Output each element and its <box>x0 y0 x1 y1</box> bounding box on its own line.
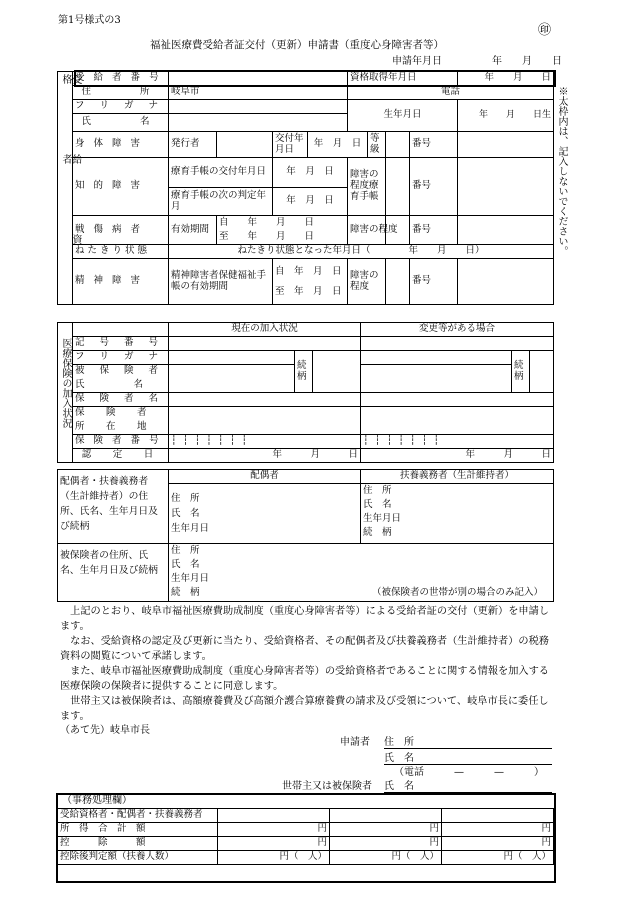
spouse-fields[interactable] <box>169 484 361 544</box>
insurer-name-label: 保 険 者 名 <box>73 393 169 407</box>
office-row4-b[interactable]: 円（ 人） <box>330 851 442 865</box>
ins-furigana-value[interactable] <box>169 351 295 365</box>
note-label: ※太枠内は、記入しないでください。 <box>556 86 567 256</box>
office-row1-a[interactable] <box>218 809 330 823</box>
issuer-value[interactable] <box>217 132 273 158</box>
ryoiku-issue-label: 療育手帳の交付年月日 <box>169 158 273 188</box>
insurance-side-label: 医療保険の加入状況 <box>60 338 71 428</box>
insured-name: 氏 名 <box>171 559 200 570</box>
office-title: （事務処理欄） <box>62 795 132 806</box>
cert-date-value[interactable]: 年 月 日 <box>169 449 361 463</box>
office-row3-label: 控 除 額 <box>58 837 218 851</box>
cert-date-change[interactable]: 年 月 日 <box>361 449 554 463</box>
family-label: 配偶者・扶養義務者（生計維持者）の住所、氏名、生年月日及び続柄 <box>58 470 169 544</box>
office-row3-a[interactable]: 円 <box>218 837 330 851</box>
insured-change[interactable] <box>361 365 512 393</box>
supporter-name: 氏 名 <box>363 499 392 510</box>
ins-furigana-change[interactable] <box>361 351 512 365</box>
supporter-rel: 続 柄 <box>363 527 392 538</box>
spouse-birth: 生年月日 <box>171 523 210 534</box>
insured-info-label: 被保険者の住所、氏名、生年月日及び続柄 <box>58 544 169 602</box>
office-row4-label: 控除後判定額（扶養人数） <box>58 851 218 865</box>
recipient-side-label: 受 給 資 格 者 <box>60 74 81 314</box>
issue-date-label: 交付年月日 <box>273 132 308 158</box>
office-row4-c[interactable]: 円（ 人） <box>442 851 554 865</box>
applicant-tel[interactable]: （電話 — — ） <box>394 767 544 778</box>
insured-birth: 生年月日 <box>171 573 210 584</box>
number-label-3: 番号 <box>410 216 458 245</box>
insurer-no-change[interactable]: ┆┆┆┆┆┆┆ <box>361 435 554 449</box>
number-label-2: 番号 <box>410 158 458 216</box>
spouse-addr: 住 所 <box>171 493 200 504</box>
spouse-header: 配偶者 <box>169 470 361 484</box>
office-row1-c[interactable] <box>442 809 554 823</box>
paragraph-3: また、岐阜市福祉医療費助成制度（重度心身障害者等）の受給資格者であることに関する情報を加入する医療保険の保険者に提供することに同意します。 <box>60 666 549 692</box>
name-label: 氏 名 <box>73 114 169 132</box>
bedridden-label: ねたきり状態 <box>73 245 169 259</box>
paragraph-4: 世帯主又は被保険者は、高額療養費及び高額介護合算療養費の請求及び受領について、岐阜市長に委任します。 <box>60 696 549 722</box>
valid-from: 自 年 月 日 <box>219 217 315 228</box>
degree-label-2: 障害の程度 <box>348 259 386 305</box>
page-title: 福祉医療費受給者証交付（更新）申請書（重度心身障害者等） <box>150 39 444 51</box>
applicant-label: 申請者 <box>340 737 370 748</box>
insurer-addr-label-2: 所 在 地 <box>73 421 169 435</box>
office-row3-b[interactable]: 円 <box>330 837 442 851</box>
qual-date-label: 資格取得年月日 <box>348 72 458 86</box>
family-table <box>57 469 554 602</box>
applicant-addr[interactable]: 住 所 <box>384 738 552 749</box>
insured-info-fields[interactable] <box>169 544 554 602</box>
change-header: 変更等がある場合 <box>361 323 554 337</box>
supporter-header: 扶養義務者（生計維持者） <box>361 470 554 484</box>
grade-label: 等級 <box>368 132 386 158</box>
insurer-name-change[interactable] <box>361 393 554 407</box>
relation-label: 続柄 <box>295 351 313 393</box>
insured-info-note: （被保険者の世帯が別の場合のみ記入） <box>371 587 543 598</box>
recipient-table <box>57 71 554 305</box>
apply-date: 申請年月日 年 月 日 <box>392 56 562 67</box>
bedridden-date[interactable]: ねたきり状態となった年月日（ 年 月 日） <box>169 245 554 259</box>
cert-date-label: 認 定 日 <box>73 449 169 463</box>
insured-label: 被 保 険 者 <box>73 365 169 379</box>
number-label: 番号 <box>410 132 458 158</box>
supporter-birth: 生年月日 <box>363 513 402 524</box>
office-row1-b[interactable] <box>330 809 442 823</box>
grade-value[interactable] <box>386 132 410 158</box>
symbol-label: 記 号 番 号 <box>73 337 169 351</box>
applicant-name[interactable]: 氏 名 <box>384 754 552 765</box>
office-table <box>57 808 554 865</box>
degree-value-2[interactable] <box>386 259 410 305</box>
householder-label: 世帯主又は被保険者 <box>282 781 372 792</box>
number-label-4: 番号 <box>410 259 458 305</box>
name-value[interactable] <box>169 114 348 132</box>
insured-value[interactable] <box>169 365 295 393</box>
valid-value[interactable] <box>217 216 348 245</box>
paragraph-2: なお、受給資格の認定及び更新に当たり、受給資格者、その配偶者及び扶養義務者（生計維持者）の税務資料の閲覧について承諾します。 <box>60 636 549 662</box>
valid-label: 有効期間 <box>169 216 217 245</box>
ins-furigana-label: フ リ ガ ナ <box>73 351 169 365</box>
insurer-addr-label-1: 保 険 者 <box>73 407 169 421</box>
issuer-label: 発行者 <box>169 132 217 158</box>
war-label: 戦 傷 病 者 <box>73 216 169 245</box>
office-row2-b[interactable]: 円 <box>330 823 442 837</box>
insurer-no-value[interactable]: ┆┆┆┆┆┆┆ <box>169 435 361 449</box>
valid-to: 至 年 月 日 <box>219 231 315 242</box>
number-value[interactable] <box>458 132 554 158</box>
insurer-addr-value[interactable] <box>169 407 361 435</box>
office-row2-a[interactable]: 円 <box>218 823 330 837</box>
relation-value-2[interactable] <box>530 351 554 393</box>
mental-label: 精 神 障 害 <box>73 259 169 305</box>
current-header: 現在の加入状況 <box>169 323 361 337</box>
degree-ryoiku-label: 障害の程度療育手帳 <box>348 158 386 216</box>
paragraph-1: 上記のとおり、岐阜市福祉医療費助成制度（重度心身障害者等）による受給者証の交付（更新）を申請します。 <box>60 606 549 632</box>
issue-date-value[interactable]: 年 月 日 <box>308 132 368 158</box>
seal-mark: ㊞ <box>538 23 552 38</box>
householder-name[interactable]: 氏 名 <box>384 782 552 793</box>
office-row2-c[interactable]: 円 <box>442 823 554 837</box>
recipient-no-label: 受 給 者 番 号 <box>73 72 169 86</box>
office-row1-label: 受給資格者・配偶者・扶養義務者 <box>58 809 218 823</box>
office-row3-c[interactable]: 円 <box>442 837 554 851</box>
office-row2-label: 所 得 合 計 額 <box>58 823 218 837</box>
addressee: （あて先）岐阜市長 <box>60 725 150 736</box>
recipient-no-value[interactable] <box>169 72 348 86</box>
address-label: 住 所 <box>73 86 169 100</box>
symbol-change[interactable] <box>361 337 554 351</box>
mental-from: 自 年 月 日 <box>275 265 342 277</box>
degree-label: 障害の程度 <box>348 216 386 245</box>
degree-ryoiku-value[interactable] <box>386 158 410 216</box>
supporter-addr: 住 所 <box>363 485 392 496</box>
number-value-4[interactable] <box>458 259 554 305</box>
office-row4-a[interactable]: 円（ 人） <box>218 851 330 865</box>
symbol-value[interactable] <box>169 337 361 351</box>
insured-rel: 続 柄 <box>171 587 200 598</box>
insured-name-label: 氏 名 <box>73 379 169 393</box>
ryoiku-issue-value[interactable]: 年 月 日 <box>273 158 348 188</box>
number-value-2[interactable] <box>458 158 554 216</box>
ryoiku-next-value[interactable]: 年 月 日 <box>273 188 348 216</box>
address-value[interactable]: 岐阜市 <box>169 86 348 100</box>
intellectual-label: 知 的 障 害 <box>73 158 169 216</box>
mental-book-label: 精神障害者保健福祉手帳の有効期間 <box>169 259 273 305</box>
form-number: 第1号様式の3 <box>58 15 121 26</box>
insured-addr: 住 所 <box>171 545 200 556</box>
number-value-3[interactable] <box>458 216 554 245</box>
ryoiku-next-label: 療育手帳の次の判定年月 <box>169 188 273 216</box>
insurer-name-value[interactable] <box>169 393 361 407</box>
furigana-value[interactable] <box>169 100 348 114</box>
relation-value[interactable] <box>313 351 361 393</box>
insurer-addr-change[interactable] <box>361 407 554 435</box>
phone-label: 電話 <box>348 86 554 100</box>
mental-valid[interactable] <box>273 259 348 305</box>
furigana-label: フ リ ガ ナ <box>73 100 169 114</box>
mental-to: 至 年 月 日 <box>275 285 342 297</box>
relation-label-2: 続柄 <box>512 351 530 393</box>
physical-label: 身 体 障 害 <box>73 132 169 158</box>
qual-date-value[interactable]: 年 月 日 <box>458 72 554 86</box>
insurance-table <box>57 322 554 463</box>
supporter-fields[interactable] <box>361 484 554 544</box>
insurer-no-label: 保 険 者 番 号 <box>73 435 169 449</box>
birth-label: 生年月日 <box>348 100 458 132</box>
birth-value[interactable]: 年 月 日生 <box>458 100 554 132</box>
spouse-name: 氏 名 <box>171 508 200 519</box>
